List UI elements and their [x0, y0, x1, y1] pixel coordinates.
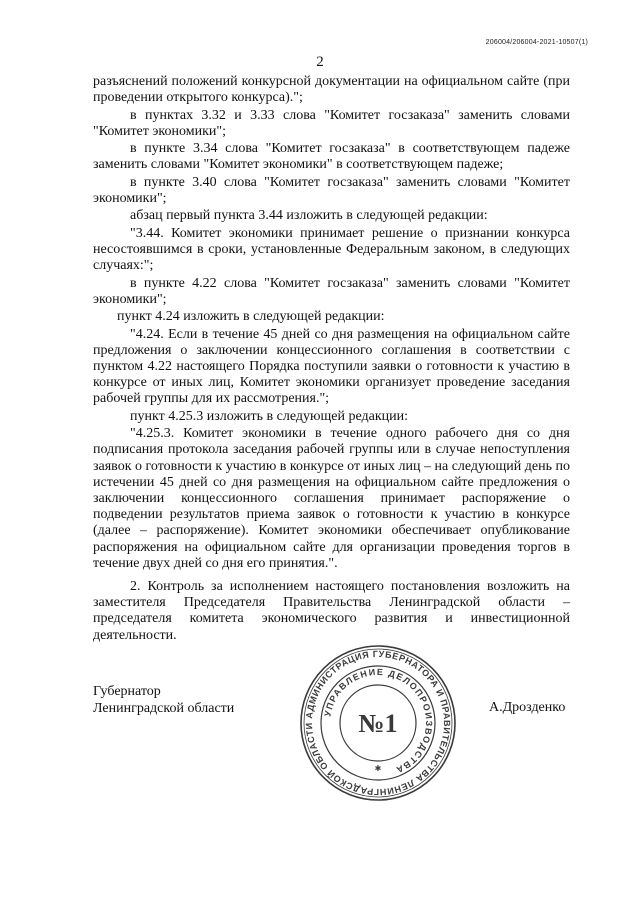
- signatory-title: [93, 683, 234, 717]
- seal-graphic: [298, 643, 458, 803]
- official-seal: [298, 643, 458, 803]
- paragraph-3: в пункте 3.34 слова "Комитет госзаказа" в соответствующем падеже заменить словами "Комитет экономики" в соответствующем падеже;: [93, 141, 570, 173]
- paragraph-11: "4.25.3. Комитет экономики в течение одного рабочего дня со дня подписания протокола заседания рабочей группы или в случае непоступления заявок о готовности к участию в конкурсе от иных лиц – на следующий день по истечении 45 дней со дня размещения на официальном сайте предложения о заключении концессионного соглашения принимает распоряжение о подведении результатов приема заявок о готовности к участию в конкурсе (далее – распоряжение). Комитет экономики обеспечивает опубликование распоряжения на официальном сайте для организации проведения торгов в течение двух дней со дня его принятия.".: [93, 426, 570, 571]
- paragraph-7: в пункте 4.22 слова "Комитет госзаказа" заменить словами "Комитет экономики";: [93, 275, 570, 307]
- seal-inner-text: УПРАВЛЕНИЕ ДЕЛОПРОИЗВОДСТВА: [322, 666, 435, 776]
- paragraph-12: 2. Контроль за исполнением настоящего постановления возложить на заместителя Председателя Правительства Ленинградской области – председателя комитета экономического развития и инвестиционной деятельности.: [93, 578, 570, 643]
- signatory-title-line2: Ленинградской области: [93, 701, 235, 716]
- paragraph-5: абзац первый пункта 3.44 изложить в следующей редакции:: [130, 208, 488, 224]
- seal-number: №1: [358, 709, 398, 738]
- document-body: [93, 74, 570, 645]
- signatory-name: А.Дрозденко: [489, 700, 566, 715]
- document-id-code: 206004/206004-2021-10507(1): [485, 39, 588, 46]
- paragraph-8: пункт 4.24 изложить в следующей редакции:: [117, 309, 385, 325]
- signatory-title-line1: Губернатор: [93, 684, 161, 699]
- paragraph-1: разъяснений положений конкурсной документации на официальном сайте (при проведении открытого конкурса).";: [93, 74, 570, 106]
- paragraph-9: "4.24. Если в течение 45 дней со дня размещения на официальном сайте предложения о заключении концессионного соглашения в соответствии с пунктом 4.22 настоящего Порядка поступили заявки о готовности к участию в конкурсе от иных лиц, Комитет экономики организует проведение заседания рабочей группы для их рассмотрения.";: [93, 326, 570, 407]
- seal-star-icon: ✱: [374, 764, 382, 773]
- paragraph-10: пункт 4.25.3 изложить в следующей редакции:: [130, 408, 408, 424]
- paragraph-6: "3.44. Комитет экономики принимает решение о признании конкурса несостоявшимся в сроки, установленные Федеральным законом, в следующих случаях:";: [93, 225, 570, 274]
- paragraph-4: в пункте 3.40 слова "Комитет госзаказа" заменить словами "Комитет экономики";: [93, 174, 570, 206]
- paragraph-2: в пунктах 3.32 и 3.33 слова "Комитет госзаказа" заменить словами "Комитет экономики";: [93, 107, 570, 139]
- seal-outer-text: АДМИНИСТРАЦИЯ ГУБЕРНАТОРА И ПРАВИТЕЛЬСТВА ЛЕНИНГРАДСКОЙ ОБЛАСТИ: [303, 648, 453, 798]
- page-number: 2: [316, 54, 324, 70]
